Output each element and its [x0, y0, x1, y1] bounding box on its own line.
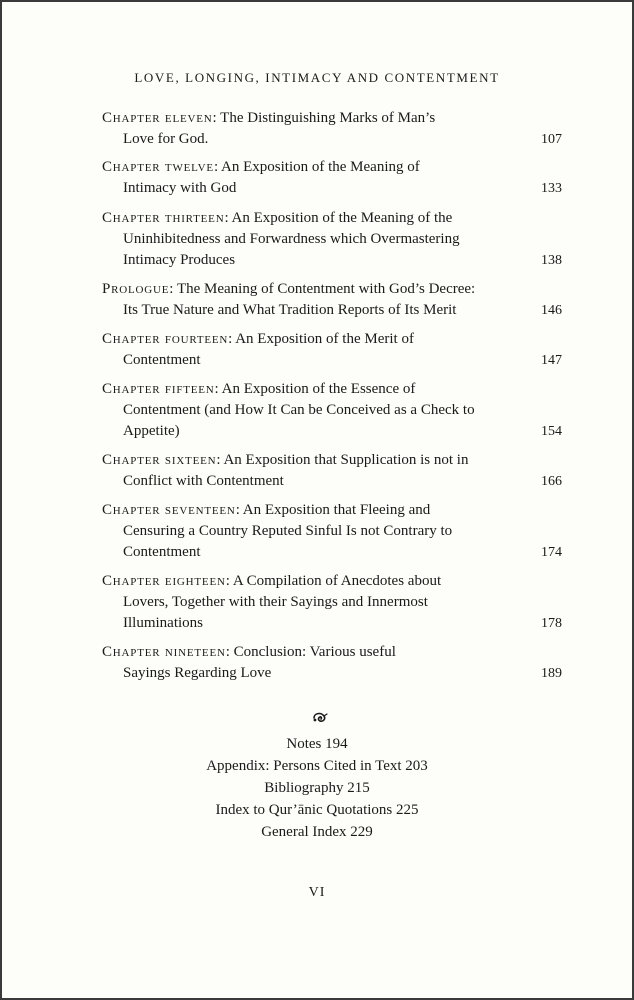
fleuron-ornament-icon	[312, 710, 328, 724]
back-matter-list	[2, 733, 632, 843]
toc-entry-title: An Exposition of the Essence of	[221, 381, 416, 397]
toc-entry	[102, 379, 562, 442]
toc-entry-page: 166	[541, 474, 562, 489]
toc-entry-first-line: Chapter nineteen: Conclusion: Various useful	[102, 644, 396, 660]
toc-entry-page: 107	[541, 132, 562, 147]
toc-entry	[102, 329, 562, 371]
toc-entry-title: Conclusion: Various useful	[233, 644, 396, 660]
toc-entry-title-continued: Its True Nature and What Tradition Reports of Its Merit	[123, 302, 457, 318]
toc-entry-first-line: Chapter fourteen: An Exposition of the Merit of	[102, 331, 414, 347]
toc-entry-title-continued: Uninhibitedness and Forwardness which Overmastering	[123, 231, 460, 247]
toc-entry-page: 154	[541, 424, 562, 439]
toc-entry	[102, 450, 562, 492]
toc-entry-title-continued: Conflict with Contentment	[123, 473, 284, 489]
toc-entry-title-continued: Contentment	[123, 352, 201, 368]
toc-entry-page: 174	[541, 545, 562, 560]
toc-entry-title: An Exposition that Fleeing and	[242, 502, 431, 518]
toc-entry-label: Chapter sixteen	[102, 452, 217, 468]
toc-entry-page: 138	[541, 253, 562, 268]
toc-entry-label: Chapter thirteen	[102, 210, 225, 226]
toc-entry-label: Chapter seventeen	[102, 502, 236, 518]
toc-entry-title-continued: Intimacy with God	[123, 180, 237, 196]
page-number: VI	[308, 885, 326, 900]
running-head: LOVE, LONGING, INTIMACY AND CONTENTMENT	[134, 70, 500, 85]
toc-entry-page: 133	[541, 181, 562, 196]
toc-entry-title: An Exposition of the Meaning of the	[231, 210, 453, 226]
toc-entry	[102, 642, 562, 684]
toc-entry-title-continued: Intimacy Produces	[123, 252, 236, 268]
back-matter-item: Appendix: Persons Cited in Text 203	[206, 758, 428, 774]
toc-entry	[102, 500, 562, 563]
toc-entry	[102, 279, 562, 321]
toc-entry-label: Chapter eighteen	[102, 573, 226, 589]
toc-entry-title-continued: Appetite)	[123, 423, 180, 439]
toc-entry-title: The Meaning of Contentment with God’s Decree:	[176, 281, 476, 297]
toc-entry-first-line: Chapter eighteen: A Compilation of Anecdotes about	[102, 573, 442, 589]
toc-entry-title-continued: Love for God.	[123, 131, 209, 147]
toc-entry-label: Chapter twelve	[102, 159, 214, 175]
toc-entry-label: Chapter nineteen	[102, 644, 226, 660]
toc-entry-title-continued: Censuring a Country Reputed Sinful Is not Contrary to	[123, 523, 453, 539]
toc-entry-title: An Exposition of the Meaning of	[221, 159, 420, 175]
back-matter-item: General Index 229	[261, 824, 373, 840]
toc-entry	[102, 208, 562, 271]
back-matter-item: Notes 194	[286, 736, 348, 752]
toc-entry-title: A Compilation of Anecdotes about	[232, 573, 442, 589]
toc-entry-label: Chapter fourteen	[102, 331, 229, 347]
toc-entry-page: 146	[541, 303, 562, 318]
toc-entry-label: Prologue	[102, 281, 170, 297]
toc-entry-label: Chapter eleven	[102, 110, 213, 126]
toc-entry-first-line: Chapter seventeen: An Exposition that Fleeing and	[102, 502, 431, 518]
back-matter-item: Index to Qur’ānic Quotations 225	[215, 802, 419, 818]
toc-entry-first-line: Chapter twelve: An Exposition of the Meaning of	[102, 159, 420, 175]
toc-entry-first-line: Chapter thirteen: An Exposition of the Meaning of the	[102, 210, 453, 226]
toc-entry-title-continued: Lovers, Together with their Sayings and Innermost	[123, 594, 428, 610]
toc-entry-page: 178	[541, 616, 562, 631]
toc-entry-first-line: Chapter sixteen: An Exposition that Supplication is not in	[102, 452, 469, 468]
toc-entry-first-line: Chapter eleven: The Distinguishing Marks of Man’s	[102, 110, 436, 126]
toc-entry	[102, 571, 562, 634]
toc-entry-title-continued: Illuminations	[123, 615, 203, 631]
toc-entry-title-continued: Contentment	[123, 544, 201, 560]
toc-entry-title: An Exposition of the Merit of	[235, 331, 414, 347]
toc-entry-title-continued: Sayings Regarding Love	[123, 665, 272, 681]
toc-entry	[102, 157, 562, 199]
toc-entry-first-line: Chapter fifteen: An Exposition of the Essence of	[102, 381, 416, 397]
toc-entry-first-line: Prologue: The Meaning of Contentment with God’s Decree:	[102, 281, 476, 297]
toc-entry	[102, 108, 562, 150]
toc-entry-title-continued: Contentment (and How It Can be Conceived as a Check to	[123, 402, 475, 418]
toc-entry-title: The Distinguishing Marks of Man’s	[220, 110, 436, 126]
back-matter-item: Bibliography 215	[264, 780, 370, 796]
toc-entry-label: Chapter fifteen	[102, 381, 215, 397]
toc-entry-title: An Exposition that Supplication is not in	[223, 452, 469, 468]
toc-entry-page: 189	[541, 666, 562, 681]
toc-entry-page: 147	[541, 353, 562, 368]
